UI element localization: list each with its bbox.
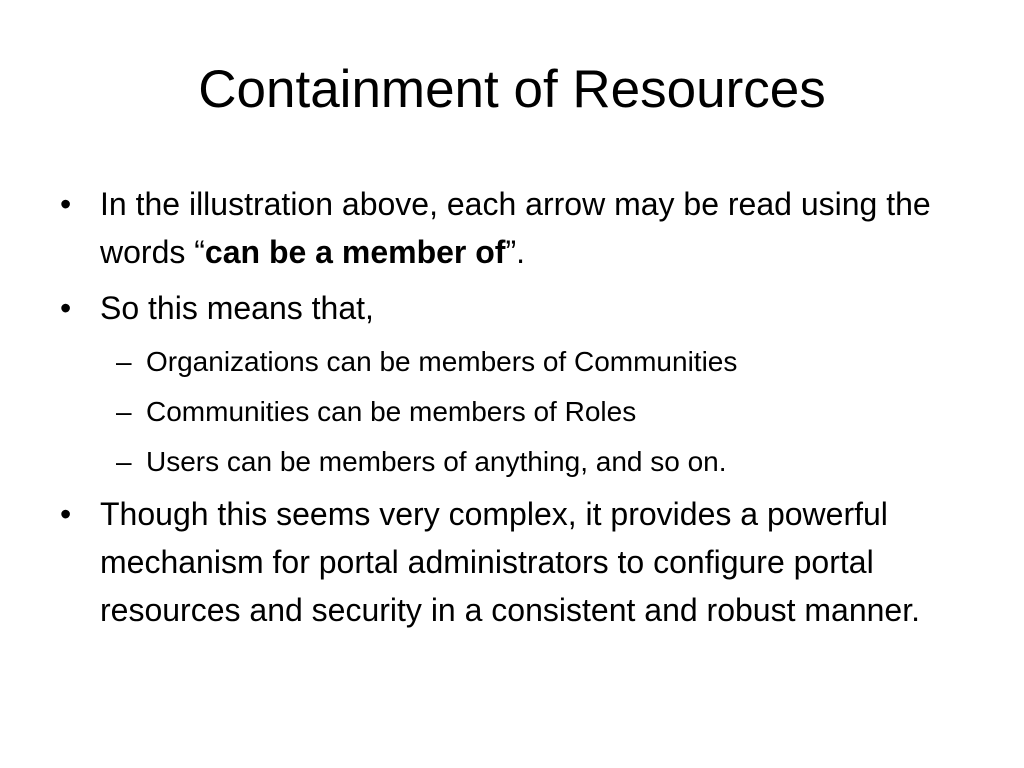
bullet-text: Though this seems very complex, it provides a powerful mechanism for portal administrators to configure portal resources and security in a consistent and robust manner. [100,496,920,628]
bullet-marker: • [60,290,72,326]
sub-bullet-marker: – [116,446,132,477]
slide-title: Containment of Resources [198,60,826,119]
bullet-text: So this means that, [100,290,374,326]
bullet-illustration [60,180,990,276]
slide-content [60,180,990,634]
bullet-complexity [60,490,990,634]
sub-bullet-text: Organizations can be members of Communities [146,346,738,377]
sub-bullet-marker: – [116,396,132,427]
bullet-marker: • [60,496,72,532]
sub-bullet-marker: – [116,346,132,377]
bullet-text-after: ”. [505,234,525,270]
bullet-this-means [60,284,990,332]
bullet-text-bold: can be a member of [204,234,506,270]
sub-bullet-text: Users can be members of anything, and so on. [146,446,727,477]
sub-bullet-text: Communities can be members of Roles [146,396,637,427]
sub-bullet-organizations [60,342,990,382]
bullet-marker: • [60,186,72,222]
bullet-text-before: In the illustration above, each arrow may be read using the words “ [100,186,931,270]
sub-bullet-users [60,442,990,482]
sub-bullet-communities [60,392,990,432]
